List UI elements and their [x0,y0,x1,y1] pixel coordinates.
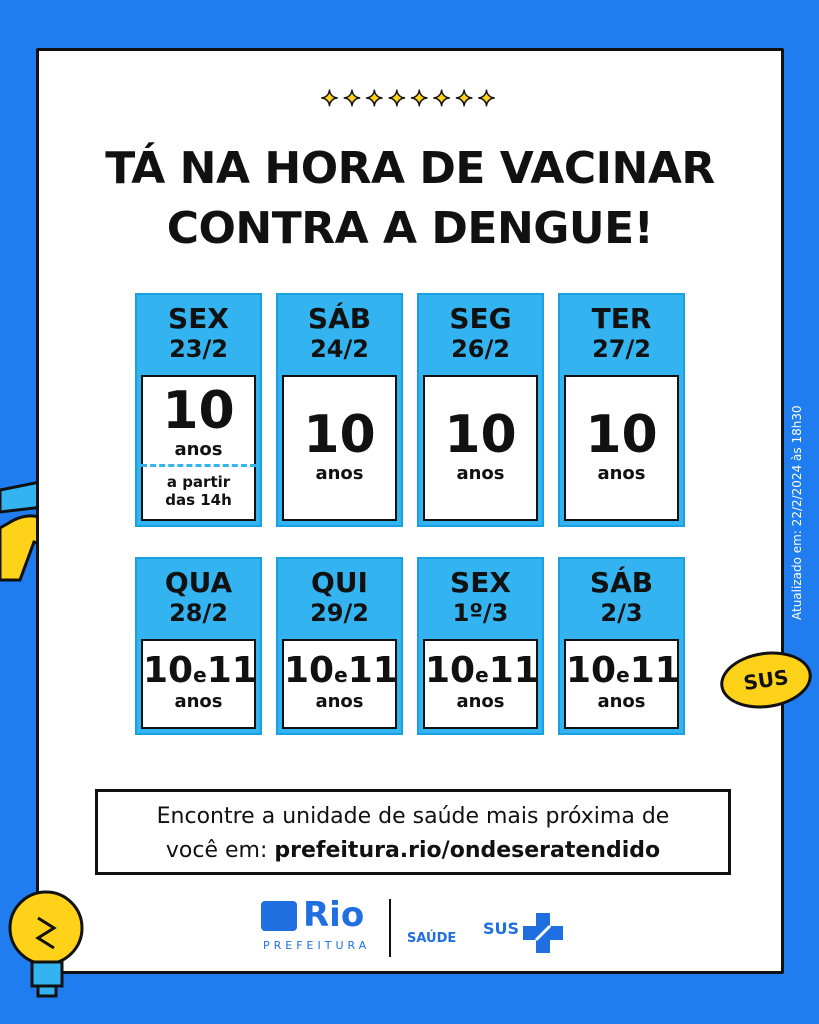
footer-logos [39,897,781,961]
page-title [39,139,781,259]
age-conjunction: e [475,663,489,687]
age-from: 10 [284,650,335,691]
day-date: 26/2 [451,335,510,363]
age-unit: anos [597,463,646,484]
day-body [282,375,397,521]
lightbulb-illustration [2,888,92,1008]
age-unit: anos [174,439,223,460]
age-to: 11 [629,650,680,691]
day-name: TER [591,302,652,335]
day-date: 29/2 [310,599,369,627]
day-card-qua-28 [135,557,262,735]
day-name: SÁB [589,566,654,599]
day-name: QUA [164,566,233,599]
day-name: QUI [311,566,368,599]
cta-prefix: você em: [165,838,275,863]
updated-timestamp: Atualizado em: 22/2/2024 às 18h30 [790,405,804,620]
age-unit: anos [456,463,505,484]
day-body [423,639,538,729]
footer-divider [389,899,391,957]
rio-wordmark: Rio [303,895,365,935]
age-unit: anos [174,691,223,712]
day-date: 27/2 [592,335,651,363]
stars-icon: ✦✦✦✦✦✦✦✦ [320,87,500,112]
day-date: 2/3 [600,599,643,627]
age-value: 10 [585,405,658,465]
rio-shield-icon [261,901,297,931]
age-value: 10 [303,405,376,465]
age-unit: anos [315,691,364,712]
age-unit: anos [315,463,364,484]
age-conjunction: e [616,663,630,687]
age-value: 10 [444,405,517,465]
cta-line-1: Encontre a unidade de saúde mais próxima de [156,804,670,829]
day-date: 28/2 [169,599,228,627]
day-name: SEX [168,302,229,335]
age-unit: anos [456,691,505,712]
day-date: 23/2 [169,335,228,363]
day-card-seg-26 [417,293,544,527]
stars-decoration [39,87,781,112]
day-body [282,639,397,729]
sus-badge: SUS [717,646,816,714]
age-to: 11 [206,650,257,691]
day-card-ter-27 [558,293,685,527]
prefeitura-label: PREFEITURA [263,939,371,952]
age-from: 10 [425,650,476,691]
cta-line-2 [98,834,728,868]
day-card-sab-24 [276,293,403,527]
day-name: SEG [449,302,512,335]
sus-cross-icon [523,913,563,953]
day-body [564,375,679,521]
cta-link[interactable]: prefeitura.rio/ondeseratendido [274,838,661,863]
sus-wordmark: SUS [483,919,520,938]
day-date: 1º/3 [452,599,509,627]
day-card-sex-1 [417,557,544,735]
age-conjunction: e [193,663,207,687]
day-body [141,639,256,729]
day-body [141,375,256,521]
day-body [423,375,538,521]
time-note-1: a partir [166,473,231,491]
day-body [564,639,679,729]
day-date: 24/2 [310,335,369,363]
age-to: 11 [488,650,539,691]
title-line-1: TÁ NA HORA DE VACINAR [105,143,715,194]
saude-label: SAÚDE [407,931,457,946]
day-card-qui-29 [276,557,403,735]
age-unit: anos [597,691,646,712]
age-from: 10 [566,650,617,691]
day-card-sex-23 [135,293,262,527]
day-card-sab-2 [558,557,685,735]
day-name: SÁB [307,302,372,335]
age-to: 11 [347,650,398,691]
age-from: 10 [143,650,194,691]
title-line-2: CONTRA A DENGUE! [166,203,654,254]
age-conjunction: e [334,663,348,687]
time-note-2: das 14h [165,491,232,509]
poster-card [36,48,784,974]
find-unit-box [95,789,731,875]
age-value: 10 [162,381,235,441]
day-name: SEX [450,566,511,599]
dashed-divider [141,464,256,467]
